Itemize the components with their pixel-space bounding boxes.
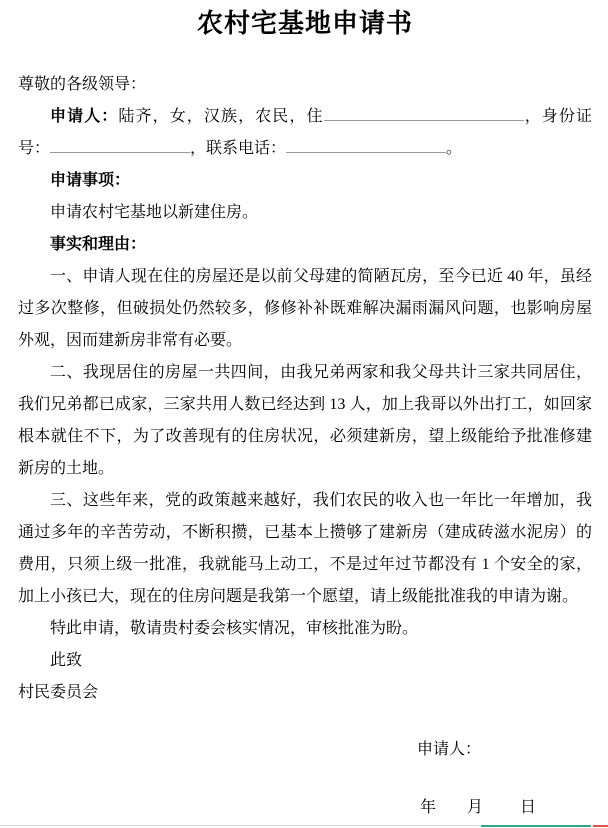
closing-request: 特此申请，敬请贵村委会核实情况，审核批准为盼。 bbox=[50, 620, 419, 637]
phone-label: ，联系电话： bbox=[190, 140, 287, 157]
request-heading: 申请事项： bbox=[50, 172, 131, 189]
reason-paragraph-2: 二、我现居住的房屋一共四间，由我兄弟两家和我父母共计三家共同居住，我们兄弟都已成家，三家共用人数已经达到 13 人，加上我哥以外出打工，如回家根本就住不下，为了改善现有的住房状况，必须建新房，望上级能给予批准修建新房的土地。 bbox=[18, 364, 592, 477]
facts-heading: 事实和理由： bbox=[50, 236, 147, 253]
date-year-label: 年 bbox=[420, 799, 437, 816]
date-month-label: 月 bbox=[467, 799, 484, 816]
address-blank bbox=[324, 103, 524, 121]
respectfully: 此致 bbox=[50, 652, 83, 669]
applicant-paragraph bbox=[18, 101, 592, 165]
footer-divider-gray bbox=[0, 825, 480, 826]
applicant-label: 申请人： bbox=[50, 108, 119, 125]
phone-blank bbox=[286, 135, 446, 153]
sentence-period: 。 bbox=[446, 140, 463, 157]
document-title: 农村宅基地申请书 bbox=[196, 9, 413, 38]
id-label: ，身份证号： bbox=[18, 108, 592, 157]
reason-paragraph-1: 一、申请人现在住的房屋还是以前父母建的简陋瓦房，至今已近 40 年，虽经过多次整修，但破损处仍然较多，修修补补既难解决漏雨漏风问题，也影响房屋外观，因而建新房非常有必要。 bbox=[18, 268, 592, 349]
footer-accent-red bbox=[593, 825, 608, 827]
date-day-label: 日 bbox=[520, 799, 537, 816]
signature-label: 申请人： bbox=[417, 741, 482, 758]
footer-accent-teal bbox=[481, 825, 591, 827]
reason-paragraph-3: 三、这些年来，党的政策越来越好，我们农民的收入也一年比一年增加，我通过多年的辛苦劳动，不断积攒，已基本上攒够了建新房（建成砖滋水泥房）的费用，只须上级一批准，我就能马上动工，不是过年过节都没有 1 个安全的家，加上小孩已大，现在的住房问题是我第一个愿望，请上级能批准我的申请为谢。 bbox=[18, 492, 592, 605]
salutation: 尊敬的各级领导： bbox=[18, 76, 147, 93]
id-number-blank bbox=[50, 135, 190, 153]
request-text: 申请农村宅基地以新建住房。 bbox=[50, 204, 259, 221]
committee-name: 村民委员会 bbox=[18, 684, 99, 701]
applicant-info: 陆齐，女，汉族，农民，住 bbox=[118, 108, 324, 125]
date-line bbox=[420, 792, 592, 824]
